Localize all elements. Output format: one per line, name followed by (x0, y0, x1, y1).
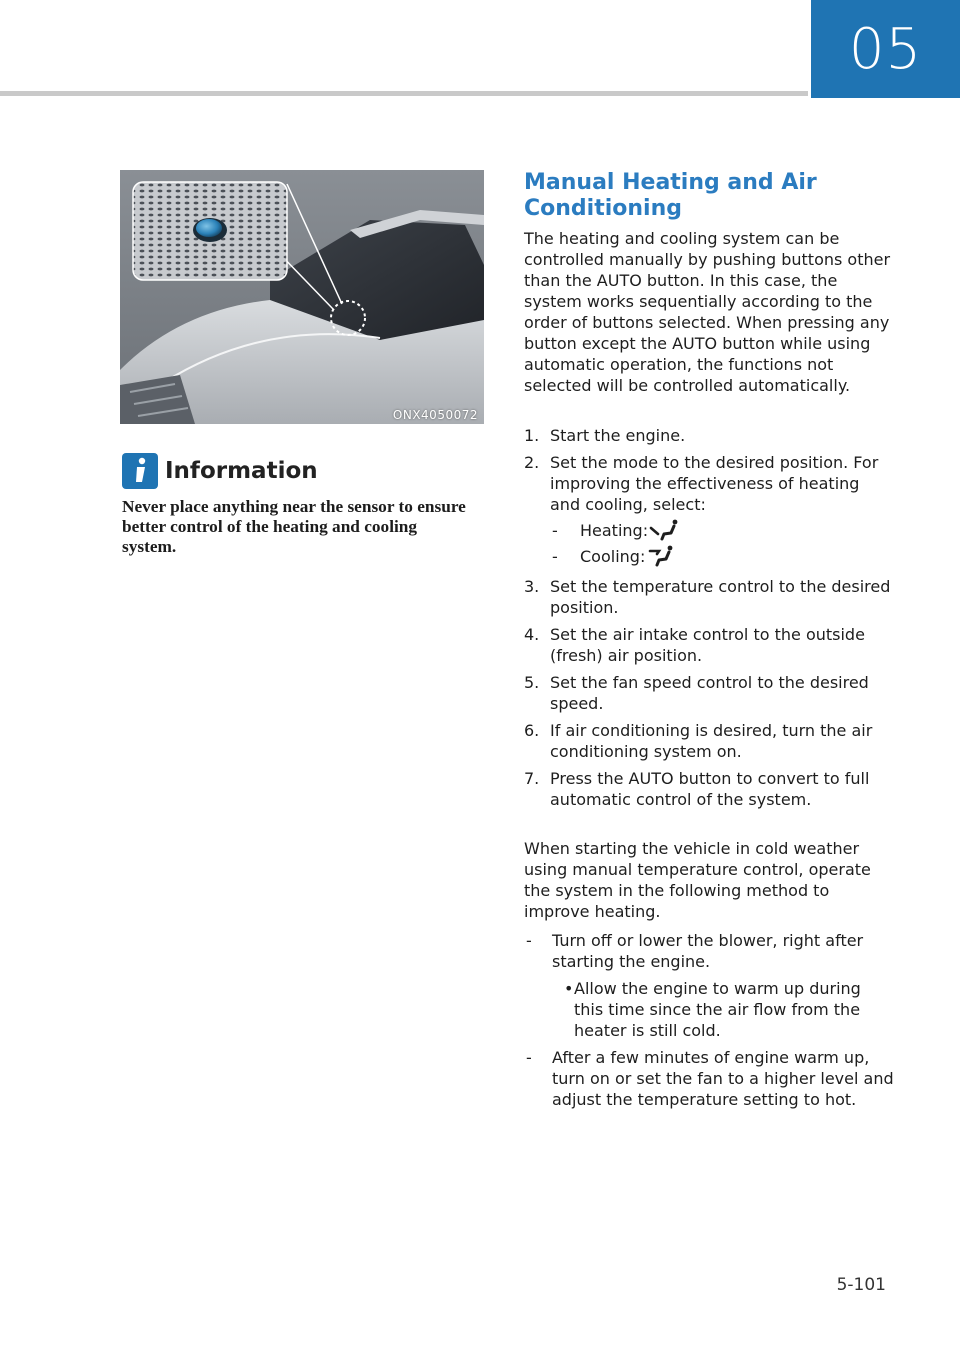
procedure-steps (524, 425, 894, 816)
information-text: Never place anything near the sensor to ensure better control of the heating and cooling system. (122, 497, 466, 556)
chapter-tab: 05 (811, 0, 960, 98)
list-item: 5. Set the fan speed control to the desired speed. (524, 673, 869, 713)
figure-code: ONX4050072 (392, 408, 478, 422)
intro-paragraph: The heating and cooling system can be controlled manually by pushing buttons other than the AUTO button. In this case, the system works sequentially according to the order of buttons selected. When pressing any button except the AUTO button while using automatic operation, the functions not selected will be controlled automatically. (524, 229, 891, 395)
cold-weather-list (524, 930, 894, 1116)
list-item: 4. Set the air intake control to the outside (fresh) air position. (524, 625, 865, 665)
cold-weather-paragraph: When starting the vehicle in cold weather using manual temperature control, operate the system in the following method to improve heating. (524, 839, 871, 921)
page-number: 5-101 (836, 1275, 886, 1295)
list-item: 2. Set the mode to the desired position. For improving the effectiveness of heating and cooling, select: - Heating: - Cooling: (524, 452, 894, 570)
list-item: - After a few minutes of engine warm up, turn on or set the fan to a higher level and adjust the temperature setting to hot. (526, 1048, 894, 1109)
info-icon (122, 453, 158, 489)
list-item: 1. Start the engine. (524, 426, 686, 445)
floor-vent-mode-icon (648, 519, 680, 541)
list-item: - Turn off or lower the blower, right after starting the engine. (526, 931, 864, 971)
header-rule (0, 91, 808, 96)
information-heading (122, 453, 318, 489)
list-item: 3. Set the temperature control to the desired position. (524, 577, 891, 617)
list-item: 7. Press the AUTO button to convert to full automatic control of the system. (524, 769, 870, 809)
car-hood-illustration (120, 170, 484, 424)
heating-option: - Heating: (550, 519, 894, 541)
section-title: Manual Heating and Air Conditioning (524, 170, 817, 221)
information-title: Information (165, 458, 318, 484)
list-item: • Allow the engine to warm up during this time since the air flow from the heater is still cold. (564, 979, 861, 1040)
list-item: 6. If air conditioning is desired, turn the air conditioning system on. (524, 721, 873, 761)
sensor-location-figure (120, 170, 484, 424)
face-vent-mode-icon (645, 545, 677, 567)
cooling-option: - Cooling: (550, 545, 894, 567)
